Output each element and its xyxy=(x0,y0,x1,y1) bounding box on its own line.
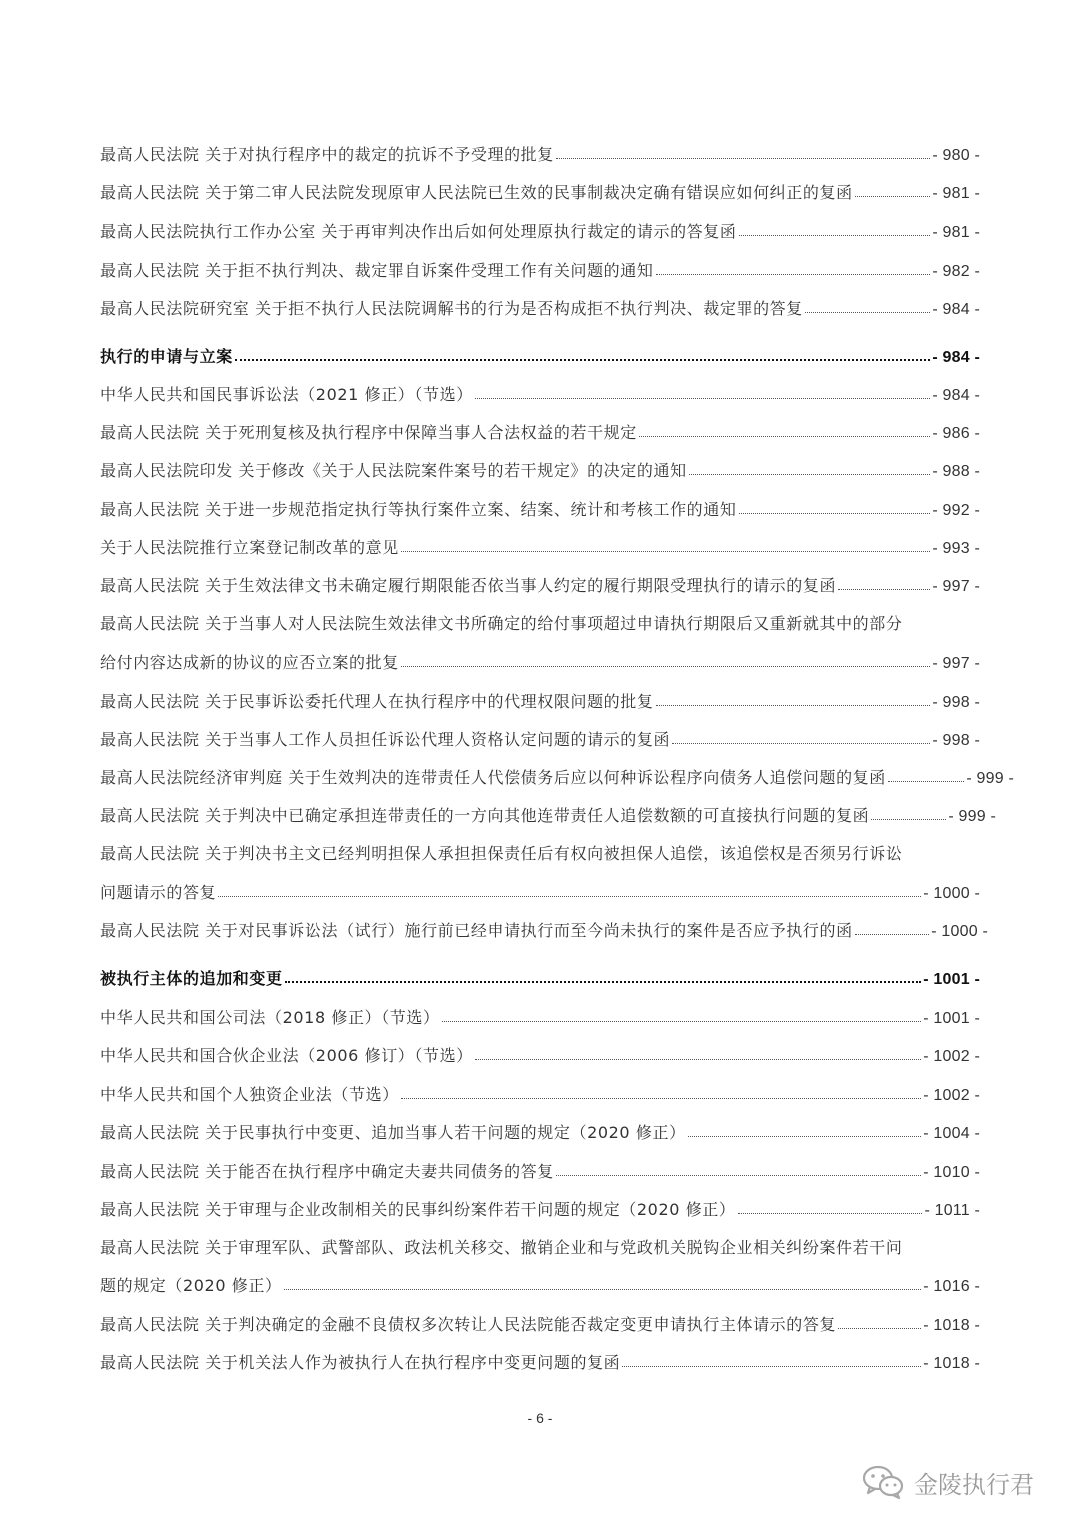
toc-entry-page: - 980 - xyxy=(932,147,980,164)
toc-section-page: - 1001 - xyxy=(923,971,980,988)
toc-entry-page: - 1000 - xyxy=(931,923,988,940)
toc-entry[interactable] xyxy=(100,289,980,319)
dot-leader xyxy=(672,743,930,744)
page-number: - 6 - xyxy=(527,1410,553,1426)
toc-entry-title: 最高人民法院 关于死刑复核及执行程序中保障当事人合法权益的若干规定 xyxy=(100,423,637,442)
toc-entry-title: 最高人民法院 关于审理与企业改制相关的民事纠纷案件若干问题的规定（2020 修正） xyxy=(100,1200,736,1219)
toc-entry-page: - 1004 - xyxy=(923,1125,980,1142)
toc-entry-title: 中华人民共和国公司法（2018 修正）（节选） xyxy=(100,1008,440,1027)
toc-entry-page: - 1010 - xyxy=(923,1164,980,1181)
toc-entry-page: - 1000 - xyxy=(923,885,980,902)
dot-leader xyxy=(556,158,930,159)
toc-entry-title: 中华人民共和国民事诉讼法（2021 修正）（节选） xyxy=(100,385,473,404)
toc-entry-title: 最高人民法院 关于判决确定的金融不良债权多次转让人民法院能否裁定变更申请执行主体请示的答复 xyxy=(100,1315,837,1334)
dot-leader xyxy=(805,312,930,313)
dot-leader xyxy=(855,196,931,197)
dot-leader xyxy=(838,589,930,590)
toc-entry-page: - 993 - xyxy=(932,540,980,557)
toc-entry-first-line[interactable]: 最高人民法院 关于当事人对人民法院生效法律文书所确定的给付事项超过申请执行期限后又重新就其中的部分 xyxy=(100,614,903,633)
toc-entry-page: - 1016 - xyxy=(923,1278,980,1295)
dot-leader xyxy=(888,781,964,782)
toc-entry-title: 最高人民法院 关于对执行程序中的裁定的抗诉不予受理的批复 xyxy=(100,145,554,164)
toc-entry-title: 最高人民法院 关于生效法律文书未确定履行期限能否依当事人约定的履行期限受理执行的请示的复函 xyxy=(100,576,837,595)
toc-entry-page: - 992 - xyxy=(932,502,980,519)
toc-entry-title: 中华人民共和国合伙企业法（2006 修订）（节选） xyxy=(100,1046,473,1065)
dot-leader xyxy=(639,436,930,437)
toc-entry[interactable] xyxy=(100,1190,980,1220)
toc-entry-title: 最高人民法院 关于拒不执行判决、裁定罪自诉案件受理工作有关问题的通知 xyxy=(100,261,654,280)
toc-section-title: 被执行主体的追加和变更 xyxy=(100,969,283,988)
toc-entry[interactable] xyxy=(100,212,980,242)
toc-entry[interactable] xyxy=(100,490,980,520)
toc-entry-page: - 981 - xyxy=(932,185,980,202)
toc-entry[interactable] xyxy=(100,911,988,941)
toc-entry-title: 最高人民法院 关于民事执行中变更、追加当事人若干问题的规定（2020 修正） xyxy=(100,1123,686,1142)
toc-entry[interactable] xyxy=(100,1036,980,1066)
toc-entry-page: - 984 - xyxy=(932,301,980,318)
toc-entry-page: - 981 - xyxy=(932,224,980,241)
toc-entry[interactable] xyxy=(100,1305,980,1335)
toc-entry[interactable] xyxy=(100,1113,980,1143)
toc-entry[interactable] xyxy=(100,528,980,558)
toc-entry-page: - 1002 - xyxy=(923,1048,980,1065)
dot-leader xyxy=(689,474,931,475)
account-watermark xyxy=(862,1462,1034,1502)
dot-leader xyxy=(556,1175,921,1176)
toc-entry-page: - 1001 - xyxy=(923,1010,980,1027)
toc-entry-title: 最高人民法院 关于能否在执行程序中确定夫妻共同债务的答复 xyxy=(100,1162,554,1181)
toc-entry[interactable] xyxy=(100,1152,980,1182)
dot-leader xyxy=(622,1366,921,1367)
dot-leader xyxy=(739,235,931,236)
toc-entry[interactable] xyxy=(100,135,980,165)
dot-leader xyxy=(656,705,931,706)
toc-entry-first-line[interactable]: 最高人民法院 关于判决书主文已经判明担保人承担担保责任后有权向被担保人追偿，该追偿权是否须另行诉讼 xyxy=(100,844,903,863)
toc-entry[interactable] xyxy=(100,998,980,1028)
toc-entry-page: - 1002 - xyxy=(923,1087,980,1104)
toc-entry-title: 问题请示的答复 xyxy=(100,883,217,902)
toc-entry-page: - 1011 - xyxy=(924,1202,980,1219)
dot-leader xyxy=(738,1213,923,1214)
dot-leader xyxy=(656,274,931,275)
toc-entry[interactable] xyxy=(100,566,980,596)
toc-entry-page: - 999 - xyxy=(948,808,996,825)
toc-entry-page: - 999 - xyxy=(966,770,1014,787)
watermark-text: 金陵执行君 xyxy=(914,1470,1034,1499)
toc-entry-title: 最高人民法院 关于第二审人民法院发现原审人民法院已生效的民事制裁决定确有错误应如何纠正的复函 xyxy=(100,183,853,202)
toc-entry[interactable] xyxy=(100,173,980,203)
toc-entry-title: 最高人民法院 关于当事人工作人员担任诉讼代理人资格认定问题的请示的复函 xyxy=(100,730,671,749)
toc-entry[interactable] xyxy=(100,758,1014,788)
dot-leader xyxy=(739,513,931,514)
dot-leader xyxy=(442,1021,922,1022)
toc-entry-page: - 986 - xyxy=(932,425,980,442)
dot-leader xyxy=(218,896,921,897)
toc-entry[interactable] xyxy=(100,451,980,481)
toc-entry-page: - 982 - xyxy=(932,263,980,280)
toc-entry-title: 最高人民法院 关于对民事诉讼法（试行）施行前已经申请执行而至今尚未执行的案件是否应予执行的函 xyxy=(100,921,853,940)
toc-entry-page: - 984 - xyxy=(932,387,980,404)
toc-entry-title: 关于人民法院推行立案登记制改革的意见 xyxy=(100,538,399,557)
dot-leader xyxy=(235,359,931,361)
toc-entry-title: 最高人民法院执行工作办公室 关于再审判决作出后如何处理原执行裁定的请示的答复函 xyxy=(100,222,737,241)
toc-entry[interactable] xyxy=(100,873,980,903)
dot-leader xyxy=(838,1328,921,1329)
toc-entry[interactable] xyxy=(100,682,980,712)
toc-entry[interactable] xyxy=(100,375,980,405)
toc-section-heading[interactable] xyxy=(100,959,980,989)
toc-entry[interactable] xyxy=(100,796,996,826)
toc-entry-title: 最高人民法院经济审判庭 关于生效判决的连带责任人代偿债务后应以何种诉讼程序向债务人追偿问题的复函 xyxy=(100,768,886,787)
toc-entry-page: - 988 - xyxy=(932,463,980,480)
toc-entry-title: 最高人民法院印发 关于修改《关于人民法院案件案号的若干规定》的决定的通知 xyxy=(100,461,687,480)
dot-leader xyxy=(855,934,930,935)
toc-section-page: - 984 - xyxy=(932,349,980,366)
toc-entry[interactable] xyxy=(100,643,980,673)
wechat-icon xyxy=(862,1464,904,1500)
toc-entry-page: - 1018 - xyxy=(923,1317,980,1334)
dot-leader xyxy=(284,1289,922,1290)
toc-entry-title: 中华人民共和国个人独资企业法（节选） xyxy=(100,1085,399,1104)
toc-entry-title: 最高人民法院 关于判决中已确定承担连带责任的一方向其他连带责任人追偿数额的可直接执行问题的复函 xyxy=(100,806,870,825)
dot-leader xyxy=(401,551,931,552)
toc-entry-page: - 998 - xyxy=(932,694,980,711)
dot-leader xyxy=(688,1136,922,1137)
dot-leader xyxy=(475,398,931,399)
toc-entry[interactable] xyxy=(100,720,980,750)
toc-entry-title: 最高人民法院 关于进一步规范指定执行等执行案件立案、结案、统计和考核工作的通知 xyxy=(100,500,737,519)
toc-entry[interactable] xyxy=(100,1266,980,1296)
toc-entry-title: 题的规定（2020 修正） xyxy=(100,1276,282,1295)
toc-entry[interactable] xyxy=(100,1343,980,1373)
toc-entry-page: - 998 - xyxy=(932,732,980,749)
dot-leader xyxy=(401,1098,921,1099)
toc-entry-title: 给付内容达成新的协议的应否立案的批复 xyxy=(100,653,399,672)
toc-entry-title: 最高人民法院 关于民事诉讼委托代理人在执行程序中的代理权限问题的批复 xyxy=(100,692,654,711)
dot-leader xyxy=(475,1059,921,1060)
toc-section-title: 执行的申请与立案 xyxy=(100,347,233,366)
toc-entry-title: 最高人民法院研究室 关于拒不执行人民法院调解书的行为是否构成拒不执行判决、裁定罪的答复 xyxy=(100,299,803,318)
dot-leader xyxy=(871,819,946,820)
toc-entry-title: 最高人民法院 关于机关法人作为被执行人在执行程序中变更问题的复函 xyxy=(100,1353,621,1372)
toc-entry-page: - 997 - xyxy=(932,655,980,672)
toc-entry-page: - 997 - xyxy=(932,578,980,595)
dot-leader xyxy=(401,666,931,667)
toc-entry[interactable] xyxy=(100,251,980,281)
toc-entry[interactable] xyxy=(100,1075,980,1105)
dot-leader xyxy=(285,981,922,983)
toc-section-heading[interactable] xyxy=(100,337,980,367)
toc-entry[interactable] xyxy=(100,413,980,443)
toc-entry-page: - 1018 - xyxy=(923,1355,980,1372)
toc-entry-first-line[interactable]: 最高人民法院 关于审理军队、武警部队、政法机关移交、撤销企业和与党政机关脱钩企业相关纠纷案件若干问 xyxy=(100,1238,903,1257)
